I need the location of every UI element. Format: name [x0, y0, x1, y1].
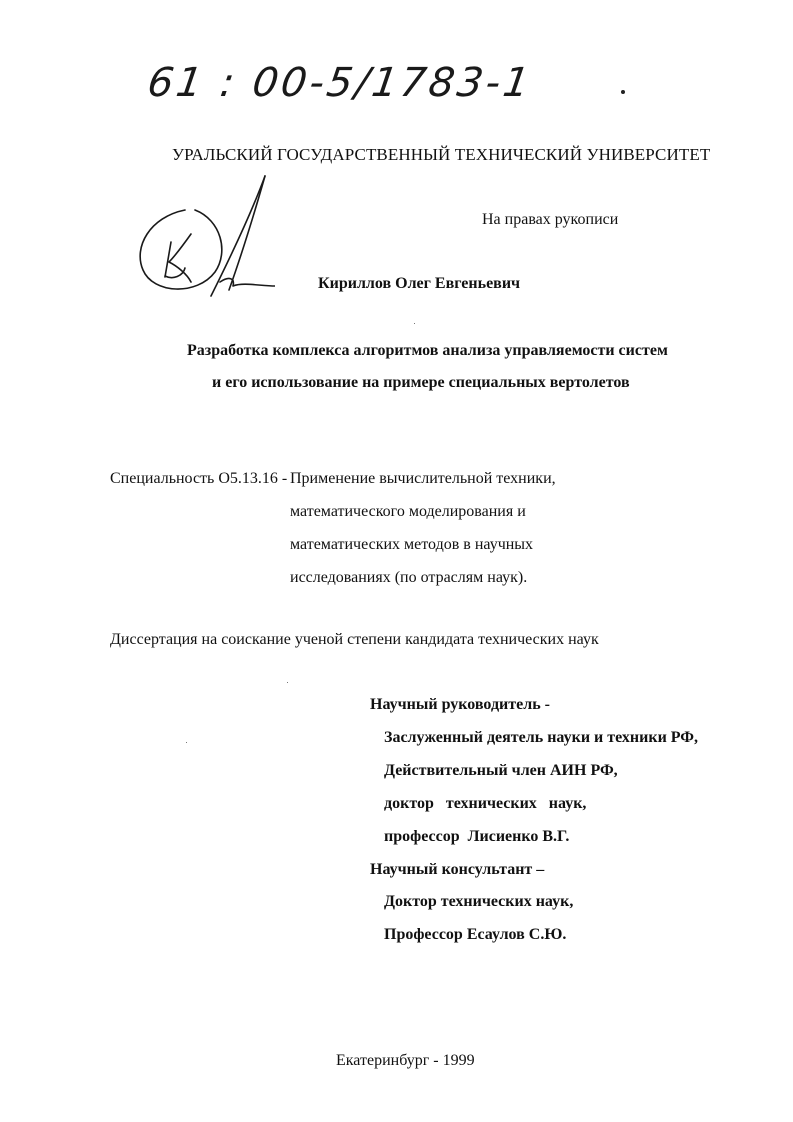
scan-speck	[287, 682, 288, 683]
supervisor-heading: Научный руководитель -	[370, 696, 550, 713]
university-name: УРАЛЬСКИЙ ГОСУДАРСТВЕННЫЙ ТЕХНИЧЕСКИЙ УНИВЕРСИТЕТ	[172, 145, 711, 164]
scan-speck	[186, 742, 187, 743]
consultant-line: Профессор Есаулов С.Ю.	[384, 926, 567, 943]
supervisor-line: профессор Лисиенко В.Г.	[384, 828, 570, 845]
handwritten-code: 61 : 00-5/1783-1	[144, 60, 535, 106]
thesis-title-line-1: Разработка комплекса алгоритмов анализа управляемости систем	[187, 342, 668, 359]
manuscript-rights-note: На правах рукописи	[482, 211, 619, 228]
consultant-heading: Научный консультант –	[370, 861, 545, 878]
signature-monogram	[125, 172, 275, 307]
specialty-line: Применение вычислительной техники,	[290, 470, 556, 487]
specialty-line: математических методов в научных	[290, 536, 534, 553]
thesis-title-line-2: и его использование на примере специальных вертолетов	[212, 374, 630, 391]
city-year: Екатеринбург - 1999	[336, 1052, 475, 1069]
specialty-line: исследованиях (по отраслям наук).	[290, 569, 528, 586]
supervisor-line: Действительный член АИН РФ,	[384, 762, 618, 779]
ink-dot	[621, 90, 625, 94]
specialty-label: Специальность О5.13.16 -	[110, 470, 288, 487]
author-name: Кириллов Олег Евгеньевич	[318, 275, 521, 292]
scan-speck	[414, 323, 415, 324]
specialty-line: математического моделирования и	[290, 503, 526, 520]
supervisor-line: доктор технических наук,	[384, 795, 587, 812]
consultant-line: Доктор технических наук,	[384, 893, 574, 910]
supervisor-line: Заслуженный деятель науки и техники РФ,	[384, 729, 699, 746]
dissertation-statement: Диссертация на соискание ученой степени кандидата технических наук	[110, 631, 599, 648]
